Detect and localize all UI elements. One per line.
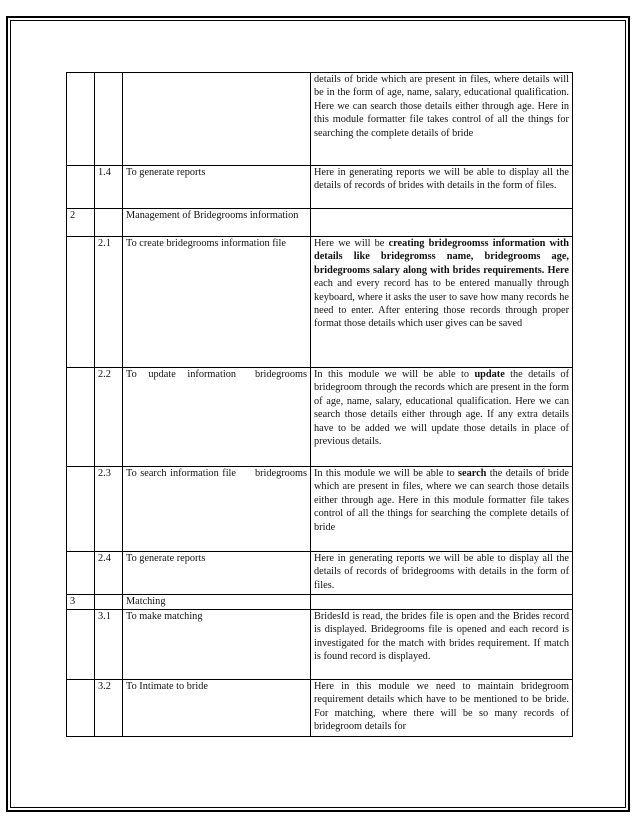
description-text: In this module we will be able to bbox=[314, 468, 458, 479]
module-number-cell bbox=[67, 680, 95, 737]
module-title-right-text: bridegrooms bbox=[254, 369, 307, 380]
description-bold-text: creating bridegroomss information with details like bridegromss name, bridegrooms age, bridegrooms salary along with brides requirements. Here bbox=[314, 238, 570, 276]
module-title-cell: To generate reports bbox=[123, 166, 311, 209]
modules-table bbox=[66, 72, 573, 737]
module-title-cell bbox=[123, 73, 311, 166]
description-text: each and every record has to be entered manually through keyboard, where it asks the user to save how many records he need to enter. After entering those records through proper format those details which user gives can be saved bbox=[314, 278, 569, 330]
submodule-number-cell: 2.1 bbox=[95, 237, 123, 368]
module-title-text: To search information file bbox=[126, 468, 236, 479]
description-text: the details of bridegroom through the records which are present in the form of age, name, salary, educational qualification. Here we can search those details either through age. If any extra details have to be added we will update those details in place of previous details. bbox=[314, 369, 569, 448]
module-description-cell: details of bride which are present in files, where details will be in the form of age, name, salary, educational qualification. Here we can search those details either through age. Here in this module formatter file takes control of all the things for searching the complete details of bride bbox=[311, 73, 573, 166]
submodule-number-cell bbox=[95, 209, 123, 237]
module-number-cell bbox=[67, 73, 95, 166]
module-description-cell: Here in this module we need to maintain bridegroom requirement details which have to be mentioned to be bride. For matching, where there will be so many records of bridegroom details for bbox=[311, 680, 573, 737]
module-title-text: To update information bbox=[126, 369, 236, 380]
module-description-cell bbox=[311, 368, 573, 467]
module-title-cell: Matching bbox=[123, 595, 311, 610]
module-number-cell bbox=[67, 467, 95, 552]
submodule-number-cell bbox=[95, 595, 123, 610]
module-title-cell: Management of Bridegrooms information bbox=[123, 209, 311, 237]
table-row bbox=[67, 467, 573, 552]
submodule-number-cell: 2.4 bbox=[95, 552, 123, 595]
table-row bbox=[67, 680, 573, 737]
table-row bbox=[67, 166, 573, 209]
module-description-cell bbox=[311, 237, 573, 368]
module-description-cell bbox=[311, 467, 573, 552]
submodule-number-cell: 3.2 bbox=[95, 680, 123, 737]
module-description-cell: Here in generating reports we will be able to display all the details of records of bridegrooms with details in the form of files. bbox=[311, 552, 573, 595]
table-row bbox=[67, 610, 573, 680]
description-bold-text: search bbox=[458, 468, 487, 479]
module-title-cell bbox=[123, 467, 311, 552]
module-title-cell: To create bridegrooms information file bbox=[123, 237, 311, 368]
submodule-number-cell: 1.4 bbox=[95, 166, 123, 209]
table-row bbox=[67, 237, 573, 368]
table-row bbox=[67, 595, 573, 610]
description-bold-text: update bbox=[474, 369, 505, 380]
module-number-cell bbox=[67, 552, 95, 595]
description-text: In this module we will be able to bbox=[314, 369, 475, 380]
module-number-cell bbox=[67, 610, 95, 680]
submodule-number-cell: 3.1 bbox=[95, 610, 123, 680]
module-number-cell: 2 bbox=[67, 209, 95, 237]
module-title-cell: To Intimate to bride bbox=[123, 680, 311, 737]
table-row bbox=[67, 73, 573, 166]
description-text: Here we will be bbox=[314, 238, 389, 249]
submodule-number-cell: 2.2 bbox=[95, 368, 123, 467]
module-description-cell: Here in generating reports we will be able to display all the details of records of brides with details in the form of files. bbox=[311, 166, 573, 209]
module-number-cell bbox=[67, 368, 95, 467]
module-description-cell bbox=[311, 209, 573, 237]
module-title-cell bbox=[123, 368, 311, 467]
table-row bbox=[67, 368, 573, 467]
module-number-cell bbox=[67, 166, 95, 209]
module-number-cell bbox=[67, 237, 95, 368]
submodule-number-cell: 2.3 bbox=[95, 467, 123, 552]
module-title-cell: To make matching bbox=[123, 610, 311, 680]
submodule-number-cell bbox=[95, 73, 123, 166]
description-text: the details of bride which are present in files, where we can search those details either through age. Here in this module formatter file takes control of all the things for searching the complete details of bride bbox=[314, 468, 569, 533]
module-number-cell: 3 bbox=[67, 595, 95, 610]
module-description-cell bbox=[311, 595, 573, 610]
table-row bbox=[67, 552, 573, 595]
module-title-right-text: bridegrooms bbox=[254, 468, 307, 479]
module-description-cell: BridesId is read, the brides file is open and the Brides record is displayed. Bridegrooms file is opened and each record is investigated for the match with brides requirement. If match is found record is displayed. bbox=[311, 610, 573, 680]
module-title-cell: To generate reports bbox=[123, 552, 311, 595]
table-row bbox=[67, 209, 573, 237]
